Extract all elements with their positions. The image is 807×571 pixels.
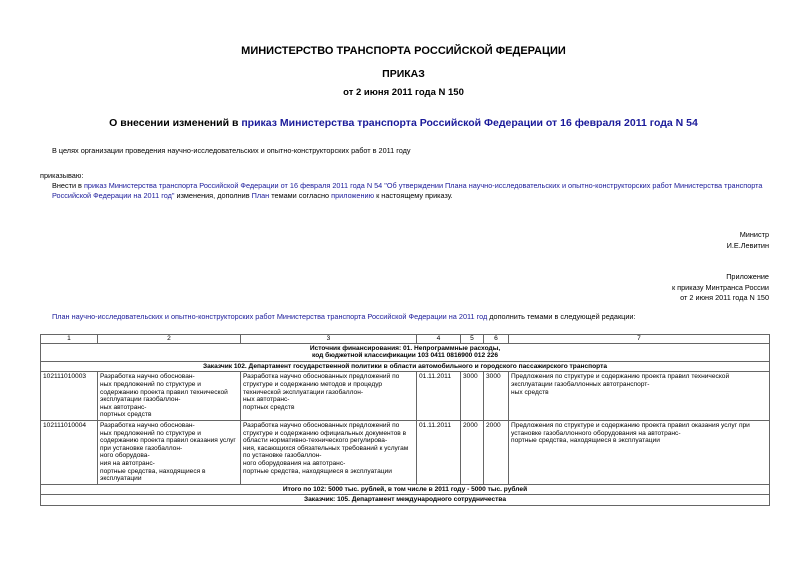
row-date: 01.11.2011	[417, 420, 461, 484]
row-content: Разработка научно обоснованных предложений по структуре и содержанию методов и процедур технической эксплуатации газобаллон- ных автотранс- портных средств	[241, 372, 417, 421]
col-num: 4	[417, 335, 461, 344]
col-num: 6	[484, 335, 509, 344]
col-num: 5	[461, 335, 484, 344]
ministry-heading: МИНИСТЕРСТВО ТРАНСПОРТА РОССИЙСКОЙ ФЕДЕРАЦИИ	[241, 45, 566, 57]
row-c6: 3000	[484, 372, 509, 421]
column-number-row	[41, 335, 770, 344]
intro-paragraph: В целях организации проведения научно-исследовательских и опытно-конструкторских работ в 2011 году	[52, 146, 411, 155]
appendix-block	[672, 272, 769, 304]
total-102: Итого по 102: 5000 тыс. рублей, в том числе в 2011 году - 5000 тыс. рублей	[41, 484, 770, 495]
customer-102: Заказчик 102. Департамент государственной политики в области автомобильного и городского пассажирского транспорта	[41, 361, 770, 372]
funding-row	[41, 343, 770, 361]
doc-title	[0, 117, 807, 129]
plan-link[interactable]: План	[251, 191, 270, 200]
doc-title-prefix: О внесении изменений в	[109, 117, 242, 129]
signature-block	[727, 230, 769, 251]
item-text: к настоящему приказу.	[374, 191, 453, 200]
funding-line: Источник финансирования: 01. Непрограммные расходы,	[309, 344, 501, 352]
plan-2011-link[interactable]: План научно-исследовательских и опытно-конструкторских работ Министерства транспорта Российской Федерации на 2011 год	[52, 312, 488, 321]
funding-cell	[41, 343, 770, 361]
total-row	[41, 484, 770, 495]
item-text: изменения, дополнив	[174, 191, 252, 200]
row-name: Разработка научно обоснован- ных предложений по структуре и содержанию проекта правил оказания услуг при установке газобаллон- ного оборудова- ния на автотранс- портные средства, находящиеся в эксплуатации	[98, 420, 241, 484]
order-word: приказываю:	[40, 171, 84, 180]
table-row	[41, 372, 770, 421]
signature-position: Министр	[739, 230, 769, 239]
order-item	[52, 181, 772, 201]
row-result: Предложения по структуре и содержанию проекта правил оказания услуг при установке газобаллонного оборудования на автотранс- портные средства, находящиеся в эксплуатации	[509, 420, 770, 484]
row-name: Разработка научно обоснован- ных предложений по структуре и содержанию проекта правил технической эксплуатации газобаллон- ных автотранс- портных средств	[98, 372, 241, 421]
row-code: 102111010003	[41, 372, 98, 421]
col-num: 7	[509, 335, 770, 344]
col-num: 1	[41, 335, 98, 344]
row-content: Разработка научно обоснованных предложений по структуре и содержанию официальных документов в области нормативно-технического регулирова- ния, касающихся обязательных требований к услугам по установке газобаллон- ного оборудования на автотранс- портные средства, находящиеся в эксплуатации	[241, 420, 417, 484]
appendix-label: Приложение	[726, 272, 769, 281]
item-text: темами согласно	[269, 191, 332, 200]
customer-row	[41, 361, 770, 372]
appendix-line1: к приказу Минтранса России	[671, 282, 769, 292]
doc-date: от 2 июня 2011 года N 150	[343, 87, 464, 98]
funding-line: код бюджетной классификации 103 0411 0816900 012 226	[312, 352, 498, 360]
plan-intro	[52, 312, 636, 322]
row-code: 102111010004	[41, 420, 98, 484]
signature-name: И.Е.Левитин	[726, 240, 769, 250]
customer-row	[41, 495, 770, 506]
col-num: 3	[241, 335, 417, 344]
order-54-link[interactable]: приказ Министерства транспорта Российской Федерации от 16 февраля 2011 года N 54	[241, 117, 698, 129]
col-num: 2	[98, 335, 241, 344]
customer-105: Заказчик: 105. Департамент международного сотрудничества	[41, 495, 770, 506]
item-text: Внести в	[52, 181, 84, 190]
row-c5: 3000	[461, 372, 484, 421]
table-row	[41, 420, 770, 484]
row-c6: 2000	[484, 420, 509, 484]
row-date: 01.11.2011	[417, 372, 461, 421]
plan-table	[40, 334, 770, 506]
plan-intro-suffix: дополнить темами в следующей редакции:	[487, 312, 636, 321]
row-result: Предложения по структуре и содержанию проекта правил технической эксплуатации газобаллонных автотранспорт- ных средств	[509, 372, 770, 421]
appendix-line2: от 2 июня 2011 года N 150	[680, 293, 769, 302]
doc-type-heading: ПРИКАЗ	[382, 68, 425, 80]
appendix-link[interactable]: приложению	[331, 191, 375, 200]
order-54-full-link[interactable]: приказ Министерства транспорта Российской Федерации от 16 февраля 2011 года N 54 "Об утверждении Плана научно-исследовательских и опытно-конструкторских работ Министерства транспорта Российской Федерации на 2011 год"	[52, 181, 763, 200]
row-c5: 2000	[461, 420, 484, 484]
